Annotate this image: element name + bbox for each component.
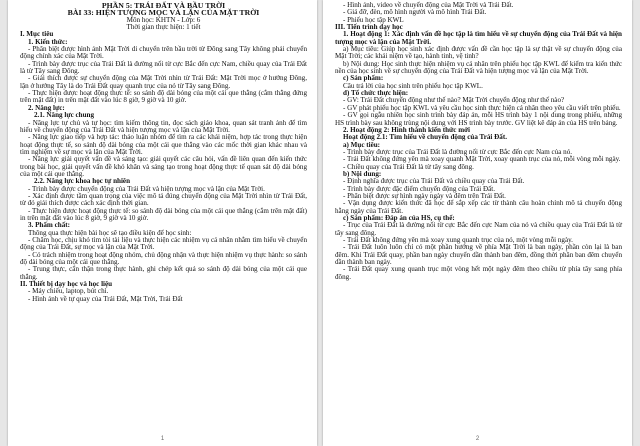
paragraph: - Trình bày được trục của Trái Đất là đường nối từ cực Bắc đến cực Nam của nó. <box>343 147 573 156</box>
paragraph: - Thực hiện được hoạt động thực tế: so sánh độ dài bóng của một cái que thẳng (cắm thẳng đứng trên mặt đất) in trên mặt đất vào lúc 8 giờ, 9 giờ và 10 giờ. <box>20 89 307 105</box>
section-heading: II. Thiết bị dạy học và học liệu <box>20 280 113 289</box>
paragraph: - Giá đỡ, đèn, mô hình người và mô hình Trái Đất. <box>343 8 487 17</box>
paragraph: - Năng lực giao tiếp và hợp tác: thảo luận nhóm để tìm ra các khái niệm, hợp tác trong thực hiện hoạt động thực tế, so sánh độ dài bóng của một cái que thẳng vào các mốc thời gian khác nhau và tìm nghiệm về sự mọc và lặn của Mặt Trời. <box>20 133 307 156</box>
page-1-body <box>20 31 307 303</box>
page-1-content <box>8 0 317 303</box>
paragraph: - Trình bày được trục của Trái Đất là đường nối từ cực Bắc đến cực Nam, chiều quay của Trái Đất là từ Tây sang Đông. <box>20 59 307 76</box>
paragraph: - Chiều quay của Trái Đất là từ tây sang đông. <box>343 162 474 171</box>
paragraph: - Định nghĩa được trục của Trái Đất và chiều quay của Trái Đất. <box>343 177 525 186</box>
section-heading: a) Mục tiêu: <box>343 140 381 149</box>
paragraph: - Trái Đất không đứng yên mà xoay quanh Mặt Trời, xoay quanh trục của nó, mỗi vòng mỗi ngày. <box>343 155 621 164</box>
part-title: PHẦN 5: TRÁI ĐẤT VÀ BẦU TRỜI <box>101 1 226 10</box>
page-2-content <box>323 0 632 281</box>
paragraph: - Phiếu học tập KWL <box>343 15 404 24</box>
section-heading: c) Sản phẩm: <box>343 74 384 83</box>
paragraph: b) Nội dung: Học sinh thực hiện nhiệm vụ cá nhân trên phiếu học tập KWL để kiểm tra kiến thức nền của học sinh về sự chuyển động của Trái Đất và hiện tượng mọc và lặn của Mặt Trời. <box>335 59 622 76</box>
lesson-title: BÀI 33: HIỆN TƯỢNG MỌC VÀ LẶN CỦA MẶT TRỜI <box>67 8 260 18</box>
section-heading: b) Nội dung: <box>343 169 382 178</box>
paragraph: - GV: Trái Đất chuyển động như thế nào? Mặt Trời chuyển động như thế nào? <box>343 96 565 105</box>
paragraph: - Trục của Trái Đất là đường nối từ cực Bắc đến cực Nam của nó và chiều quay của Trái Đất là từ tây sang đông. <box>335 221 622 237</box>
section-heading: III. Tiến trình dạy học <box>335 23 403 32</box>
page-number: 1 <box>160 436 165 442</box>
paragraph: - Năng lực tự chủ và tự học: tìm kiếm thông tin, đọc sách giáo khoa, quan sát tranh ảnh để tìm hiểu về chuyển động của Trái Đất và hiện tượng mọc và lặn của Mặt Trời. <box>20 118 307 134</box>
paragraph: - Trình bày được chuyển động của Trái Đất và hiện tượng mọc và lặn của Mặt Trời. <box>28 184 265 193</box>
section-heading: 3. Phẩm chất: <box>28 221 70 230</box>
page-2-body <box>335 2 622 281</box>
paragraph: - Hình ảnh về tự quay của Trái Đất, Mặt Trời, Trái Đất <box>28 294 183 303</box>
paragraph: - Máy chiếu, laptop, bút chì. <box>28 287 109 296</box>
page-number: 2 <box>475 436 480 442</box>
paragraph: Câu trả lời của học sinh trên phiếu học tập KWL. <box>343 81 483 90</box>
paragraph: - Xác định được tầm quan trọng của việc mô tả đúng chuyển động của Mặt Trời nhìn từ Trái Đất, từ đó giải thích được cách xác định thời gian. <box>20 191 307 208</box>
paragraph: - Trái Đất quay xung quanh trục một vòng hết một ngày đêm theo chiều từ phía tây sang phía đông. <box>335 265 622 281</box>
subject-line: Môn học: KHTN - Lớp: 6 <box>126 15 201 24</box>
paragraph: - Trái Đất không đứng yên mà xoay xung quanh trục của nó, một vòng mỗi ngày. <box>343 236 573 244</box>
paragraph: - Phân biệt được sự hình ngày ngày và đêm trên Trái Đất. <box>343 191 506 200</box>
paragraph: a) Mục tiêu: Giúp học sinh xác định được vấn đề cần học tập là sự thật về sự chuyển động của Mặt Trời; các khái niệm về tạo, hành tinh, vệ tinh? <box>335 45 622 61</box>
section-heading: 1. Kiến thức: <box>28 37 68 46</box>
paragraph: - Hình ảnh, video về chuyển động của Mặt Trời và Trái Đất. <box>343 1 514 9</box>
paragraph: - GV phát phiếu học tập KWL và yêu cầu học sinh thực hiện cá nhân theo yêu cầu viết trên phiếu. <box>343 103 621 112</box>
document-page-1 <box>8 0 317 446</box>
paragraph: - Có trách nhiệm trong hoạt động nhóm, chủ động nhận và thực hiện nhiệm vụ thực hành: so sánh độ dài bóng của một cái que thẳng. <box>20 250 307 267</box>
section-heading: d) Tổ chức thực hiện: <box>343 89 409 98</box>
section-heading: c) Sản phẩm: Đáp án của HS, cụ thể: <box>343 213 455 222</box>
duration-line: Thời gian thực hiện: 1 tiết <box>126 23 201 32</box>
paragraph: - Trình bày được đặc điểm chuyển động của Trái Đất. <box>343 184 496 193</box>
section-heading: 2. Năng lực: <box>28 103 65 112</box>
section-heading: 1. Hoạt động 1: Xác định vấn đề học tập là tìm hiểu về sự chuyển động của Trái Đất và hiện tượng mọc và lặn của Mặt Trời. <box>335 30 622 46</box>
paragraph: Thông qua thực hiện bài học sẽ tạo điều kiện để học sinh: <box>28 228 192 237</box>
section-heading: 2.1. Năng lực chung <box>34 111 95 120</box>
paragraph: - Phân biệt được hình ảnh Mặt Trời di chuyển trên bầu trời từ Đông sang Tây không phải chuyển động chính xác của Mặt Trời. <box>20 45 307 61</box>
paragraph: - Giải thích được sự chuyển động của Mặt Trời nhìn từ Trái Đất: Mặt Trời mọc ở hướng Đông, lặn ở hướng Tây là do Trái Đất quay quanh trục của nó từ Tây sang Đông. <box>20 74 307 90</box>
paragraph: - Trung thực, cẩn thận trong thực hành, ghi chép kết quả so sánh độ dài bóng của một cái que thẳng. <box>20 265 307 281</box>
section-heading: 2.2. Năng lực khoa học tự nhiên <box>34 177 131 186</box>
document-page-2 <box>323 0 632 446</box>
section-heading: 2. Hoạt động 2: Hình thành kiến thức mới <box>343 125 471 134</box>
paragraph: - GV gọi ngẫu nhiên học sinh trình bày đáp án, mỗi HS trình bày 1 nội dung trong phiếu, những HS trình bày sau không trùng nội dung với HS trình bày trước. GV liệt kê đáp án của HS trên bảng. <box>335 111 622 127</box>
paragraph: - Năng lực giải quyết vấn đề và sáng tạo: giải quyết các câu hỏi, vấn đề liên quan đến kiến thức trong bài học, giải quyết vấn đề khó khăn và sáng tạo trong hoạt động thực tế quan sát độ dài bóng của một cái que thẳng. <box>20 155 307 178</box>
paragraph: - Trái Đất luôn luôn chỉ có một phần hướng về phía Mặt Trời là ban ngày, phần còn lại là ban đêm. Khi Trái Đất quay, phần ban ngày chuyển dần thành ban đêm, đồng thời phần ban đêm chuyển dần thành ban ngày. <box>335 243 622 267</box>
paragraph: - Chăm học, chịu khó tìm tòi tài liệu và thực hiện các nhiệm vụ cá nhân nhằm tìm hiểu về chuyển động của Trái Đất, sự mọc và lặn của Mặt Trời. <box>20 236 307 252</box>
paragraph: - Vận dụng được kiến thức đã học để sắp xếp các từ thành câu hoàn chỉnh mô tả chuyển động hằng ngày của Trái Đất. <box>335 199 622 215</box>
section-heading: Hoạt động 2.1: Tìm hiểu về chuyển động của Trái Đất. <box>343 133 507 142</box>
section-heading: I. Mục tiêu <box>20 30 54 39</box>
paragraph: - Thực hiện được hoạt động thực tế: so sánh độ dài bóng của một cái que thẳng (cắm trên mặt đất) in trên mặt đất vào lúc 8 giờ, 9 giờ và 10 giờ. <box>20 206 307 222</box>
